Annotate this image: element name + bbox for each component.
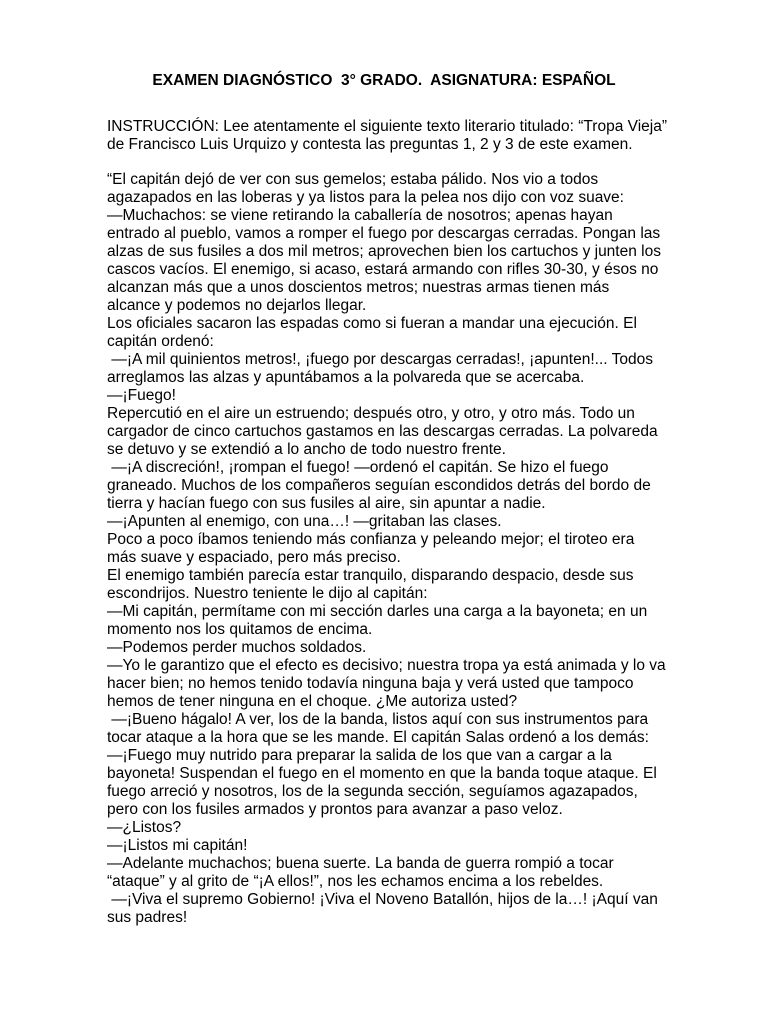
text-paragraph: —Adelante muchachos; buena suerte. La banda de guerra rompió a tocar “ataque” y al grito de “¡A ellos!”, nos les echamos encima a los rebeldes. bbox=[107, 855, 618, 890]
text-paragraph: Repercutió en el aire un estruendo; después otro, y otro, y otro más. Todo un cargador de cinco cartuchos gastamos en las descargas cerradas. La polvareda se detuvo y se extendió a lo ancho de todo nuestro frente. bbox=[107, 405, 662, 458]
text-paragraph: —¡Viva el supremo Gobierno! ¡Viva el Noveno Batallón, hijos de la…! ¡Aquí van sus padres! bbox=[107, 891, 663, 926]
text-paragraph: —Podemos perder muchos soldados. bbox=[107, 639, 367, 656]
text-paragraph: Poco a poco íbamos teniendo más confianza y peleando mejor; el tiroteo era más suave y espaciado, pero más preciso. bbox=[107, 531, 639, 566]
text-paragraph: “El capitán dejó de ver con sus gemelos; estaba pálido. Nos vio a todos agazapados en las loberas y ya listos para la pelea nos dijo con voz suave: bbox=[107, 171, 624, 206]
exam-title: EXAMEN DIAGNÓSTICO 3° GRADO. ASIGNATURA: ESPAÑOL bbox=[152, 72, 616, 89]
text-paragraph: —¡A mil quinientos metros!, ¡fuego por descargas cerradas!, ¡apunten!... Todos arreglamos las alzas y apuntábamos a la polvareda que se acercaba. bbox=[107, 351, 658, 386]
text-paragraph: El enemigo también parecía estar tranquilo, disparando despacio, desde sus escondrijos. Nuestro teniente le dijo al capitán: bbox=[107, 567, 638, 602]
text-paragraph: —¡Listos mi capitán! bbox=[107, 837, 248, 854]
text-paragraph: Los oficiales sacaron las espadas como si fueran a mandar una ejecución. El capitán ordenó: bbox=[107, 315, 642, 350]
text-paragraph: —¡Fuego! bbox=[107, 387, 176, 404]
literary-text bbox=[107, 171, 670, 927]
text-paragraph: —¡A discreción!, ¡rompan el fuego! —ordenó el capitán. Se hizo el fuego graneado. Muchos de los compañeros seguían escondidos detrás del bordo de tierra y hacían fuego con sus fusiles al aire, sin apuntar a nadie. bbox=[107, 459, 656, 512]
text-paragraph: —¡Bueno hágalo! A ver, los de la banda, listos aquí con sus instrumentos para tocar ataque a la hora que se les mande. El capitán Salas ordenó a los demás: bbox=[107, 711, 653, 746]
text-paragraph: —¿Listos? bbox=[107, 819, 182, 836]
text-paragraph: —¡Apunten al enemigo, con una…! —gritaban las clases. bbox=[107, 513, 502, 530]
instruction-text: INSTRUCCIÓN: Lee atentamente el siguiente texto literario titulado: “Tropa Vieja” de Francisco Luis Urquizo y contesta las preguntas 1, 2 y 3 de este examen. bbox=[107, 118, 667, 153]
text-paragraph: —Mi capitán, permítame con mi sección darles una carga a la bayoneta; en un momento nos los quitamos de encima. bbox=[107, 603, 652, 638]
text-paragraph: —¡Fuego muy nutrido para preparar la salida de los que van a cargar a la bayoneta! Suspendan el fuego en el momento en que la banda toque ataque. El fuego arreció y nosotros, los de la segunda sección, seguíamos agazapados, pero con los fusiles armados y prontos para avanzar a paso veloz. bbox=[107, 747, 662, 818]
text-paragraph: —Muchachos: se viene retirando la caballería de nosotros; apenas hayan entrado al pueblo, vamos a romper el fuego por descargas cerradas. Pongan las alzas de sus fusiles a dos mil metros; aprovechen bien los cartuchos y junten los cascos vacíos. El enemigo, si acaso, estará armando con rifles 30-30, y ésos no alcanzan más que a unos doscientos metros; nuestras armas tienen más alcance y podemos no dejarlos llegar. bbox=[107, 207, 666, 314]
text-paragraph: —Yo le garantizo que el efecto es decisivo; nuestra tropa ya está animada y lo va hacer bien; no hemos tenido todavía ninguna baja y verá usted que tampoco hemos de tener ninguna en el choque. ¿Me autoriza usted? bbox=[107, 657, 670, 710]
